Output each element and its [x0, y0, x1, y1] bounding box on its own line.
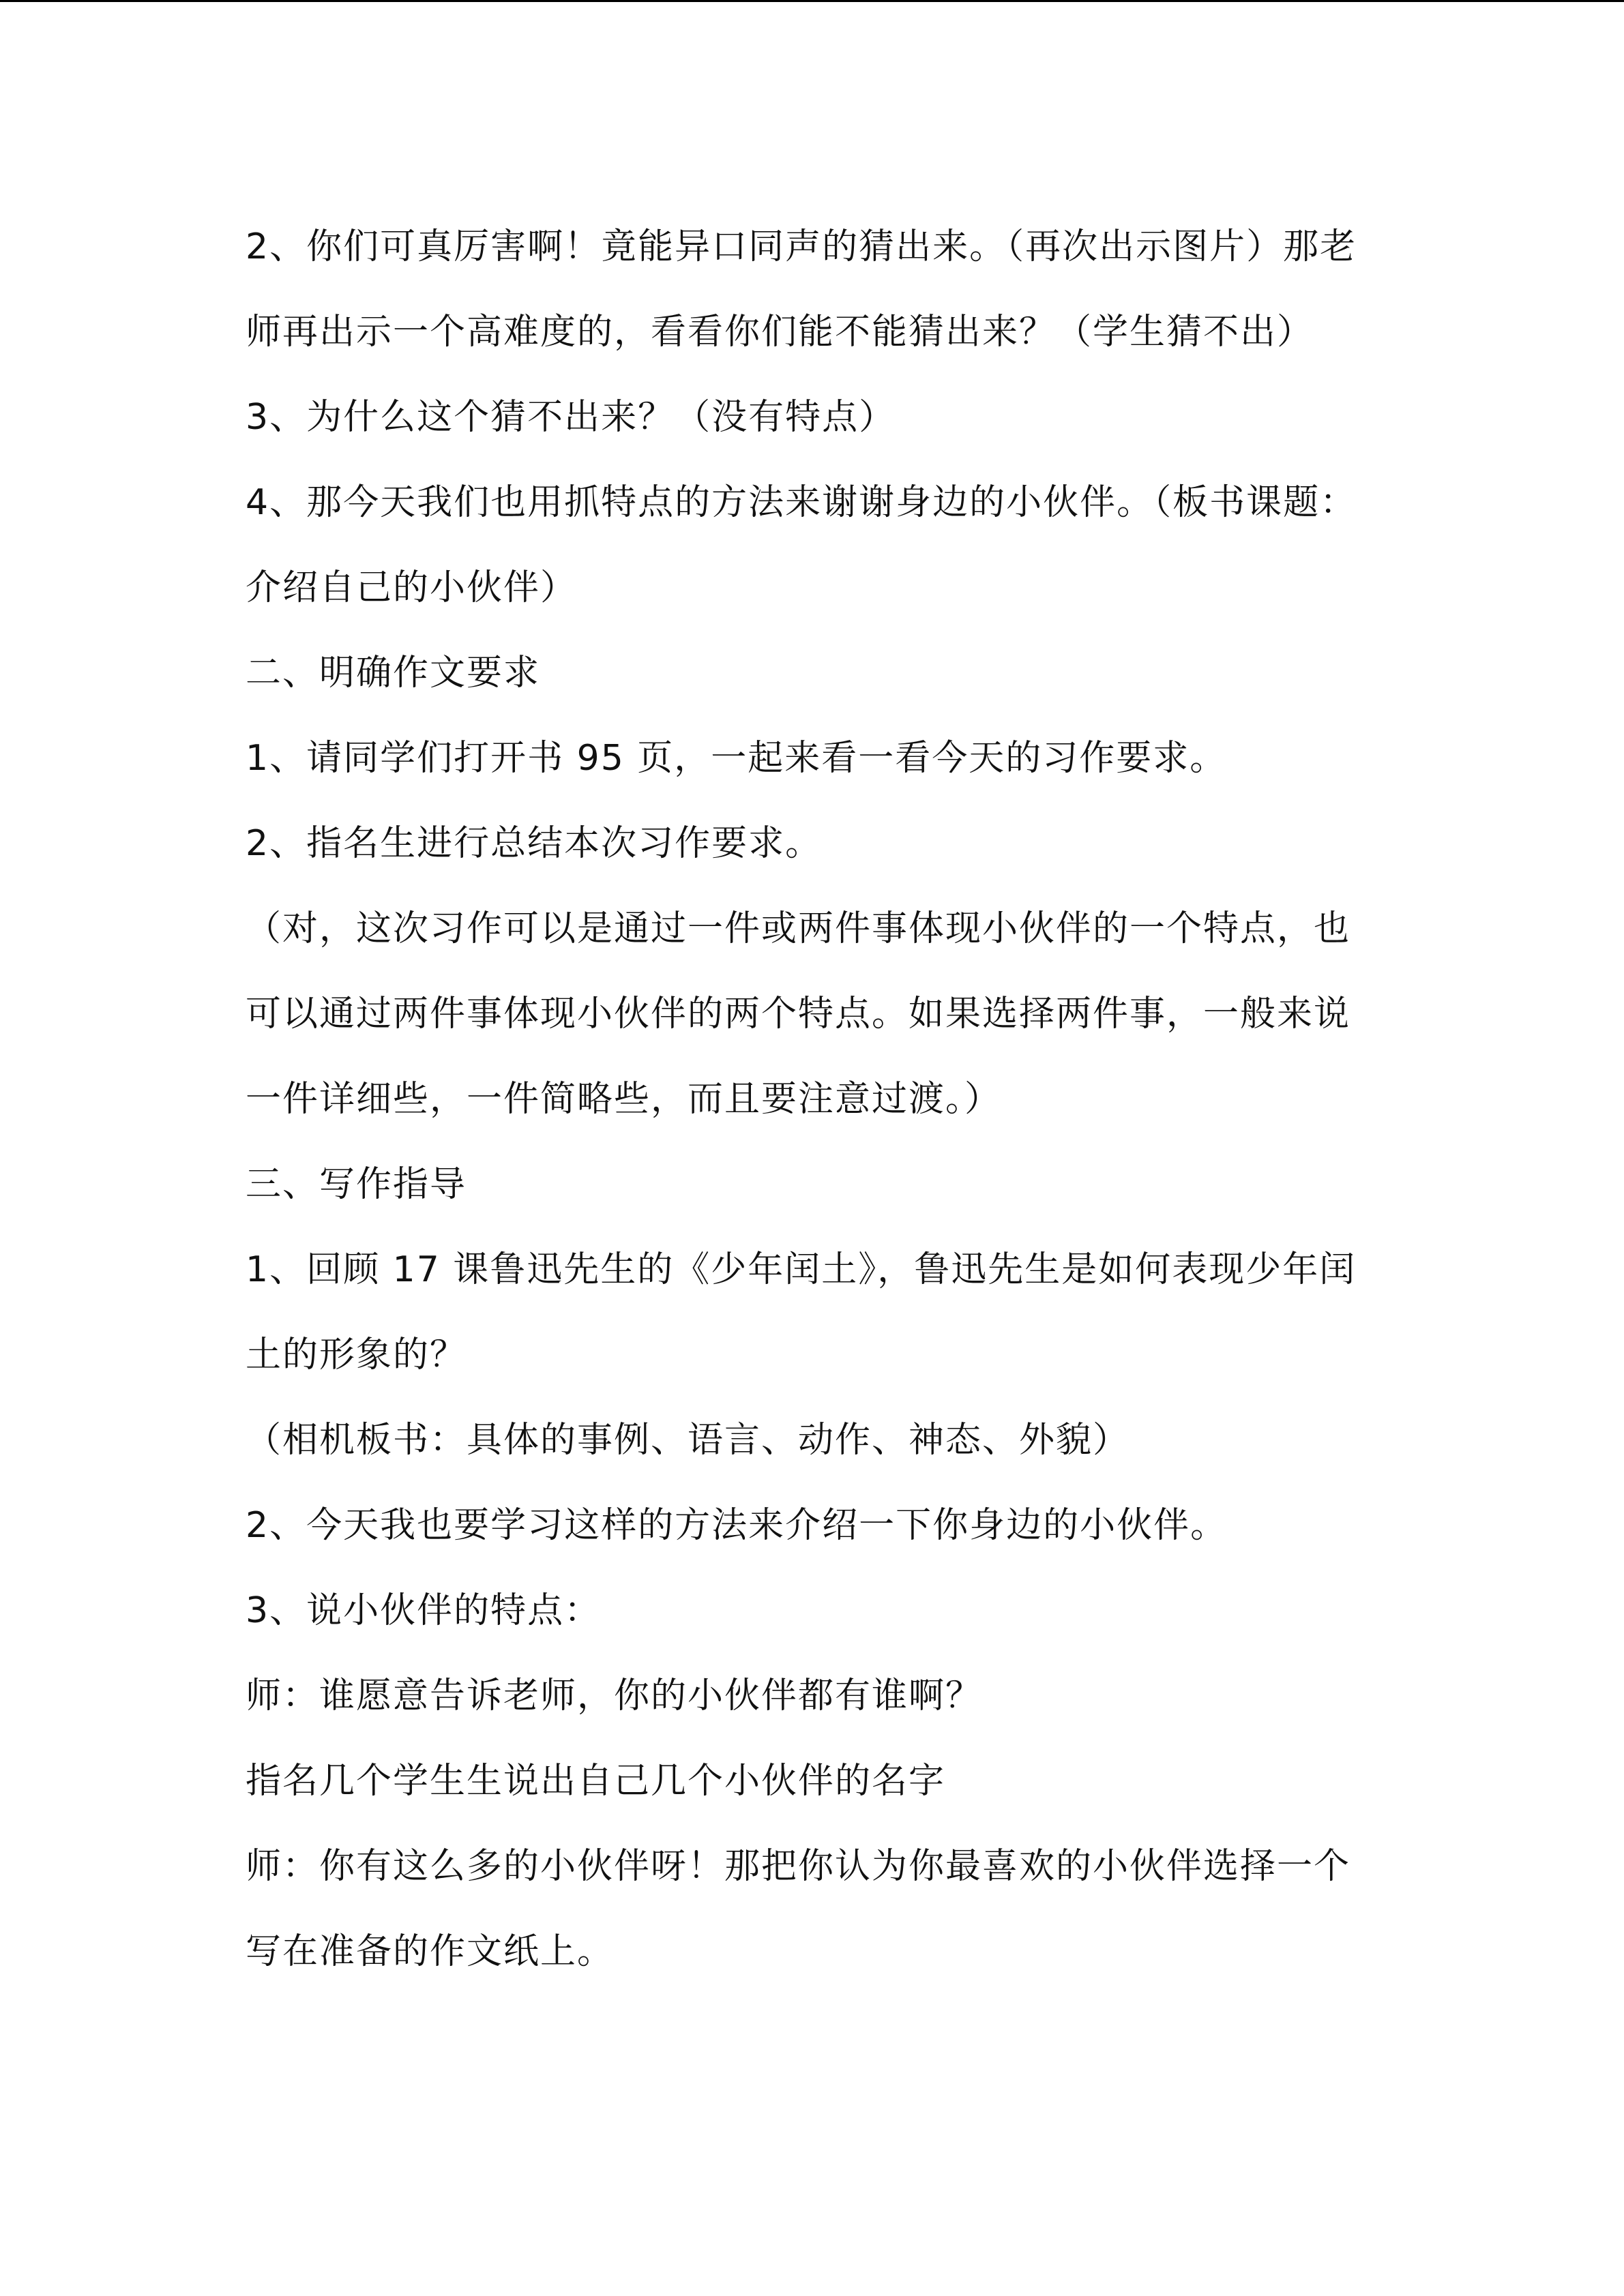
page-top-border: [0, 0, 1624, 2]
section-heading-guidance: 三、写作指导: [246, 1164, 467, 1205]
paragraph-requirements-detail: （对，这次习作可以是通过一件或两件事体现小伙伴的一个特点，也可以通过两件事体现小伙伴的两个特点。如果选择两件事，一般来说一件详细些，一件简略些，而且要注意过渡。）: [246, 908, 1351, 1120]
paragraph-summarize-requirements: 2、指名生进行总结本次习作要求。: [246, 823, 823, 864]
paragraph-review-lesson: 1、回顾 17 课鲁迅先生的《少年闰土》，鲁迅先生是如何表现少年闰土的形象的？: [246, 1249, 1357, 1375]
paragraph-topic-intro: 4、那今天我们也用抓特点的方法来谢谢身边的小伙伴。（板书课题：介绍自己的小伙伴）: [246, 482, 1357, 608]
paragraph-teacher-question: 师：谁愿意告诉老师，你的小伙伴都有谁啊？: [246, 1675, 983, 1716]
document-page: [246, 205, 1378, 1995]
paragraph-choose-partner: 师：你有这么多的小伙伴呀！那把你认为你最喜欢的小伙伴选择一个写在准备的作文纸上。: [246, 1846, 1351, 1972]
paragraph-students-name: 指名几个学生生说出自己几个小伙伴的名字: [246, 1761, 946, 1802]
paragraph-board-notes: （相机板书：具体的事例、语言、动作、神态、外貌）: [246, 1420, 1130, 1461]
paragraph-why-not-guess: 3、为什么这个猜不出来？（没有特点）: [246, 397, 896, 438]
paragraph-guess-again: 2、你们可真厉害啊！竟能异口同声的猜出来。（再次出示图片）那老师再出示一个高难度的，看看你们能不能猜出来？（学生猜不出）: [246, 226, 1357, 353]
paragraph-open-book: 1、请同学们打开书 95 页，一起来看一看今天的习作要求。: [246, 738, 1227, 779]
section-heading-requirements: 二、明确作文要求: [246, 653, 541, 694]
paragraph-learn-method: 2、今天我也要学习这样的方法来介绍一下你身边的小伙伴。: [246, 1505, 1228, 1546]
paragraph-features: 3、说小伙伴的特点：: [246, 1590, 602, 1631]
